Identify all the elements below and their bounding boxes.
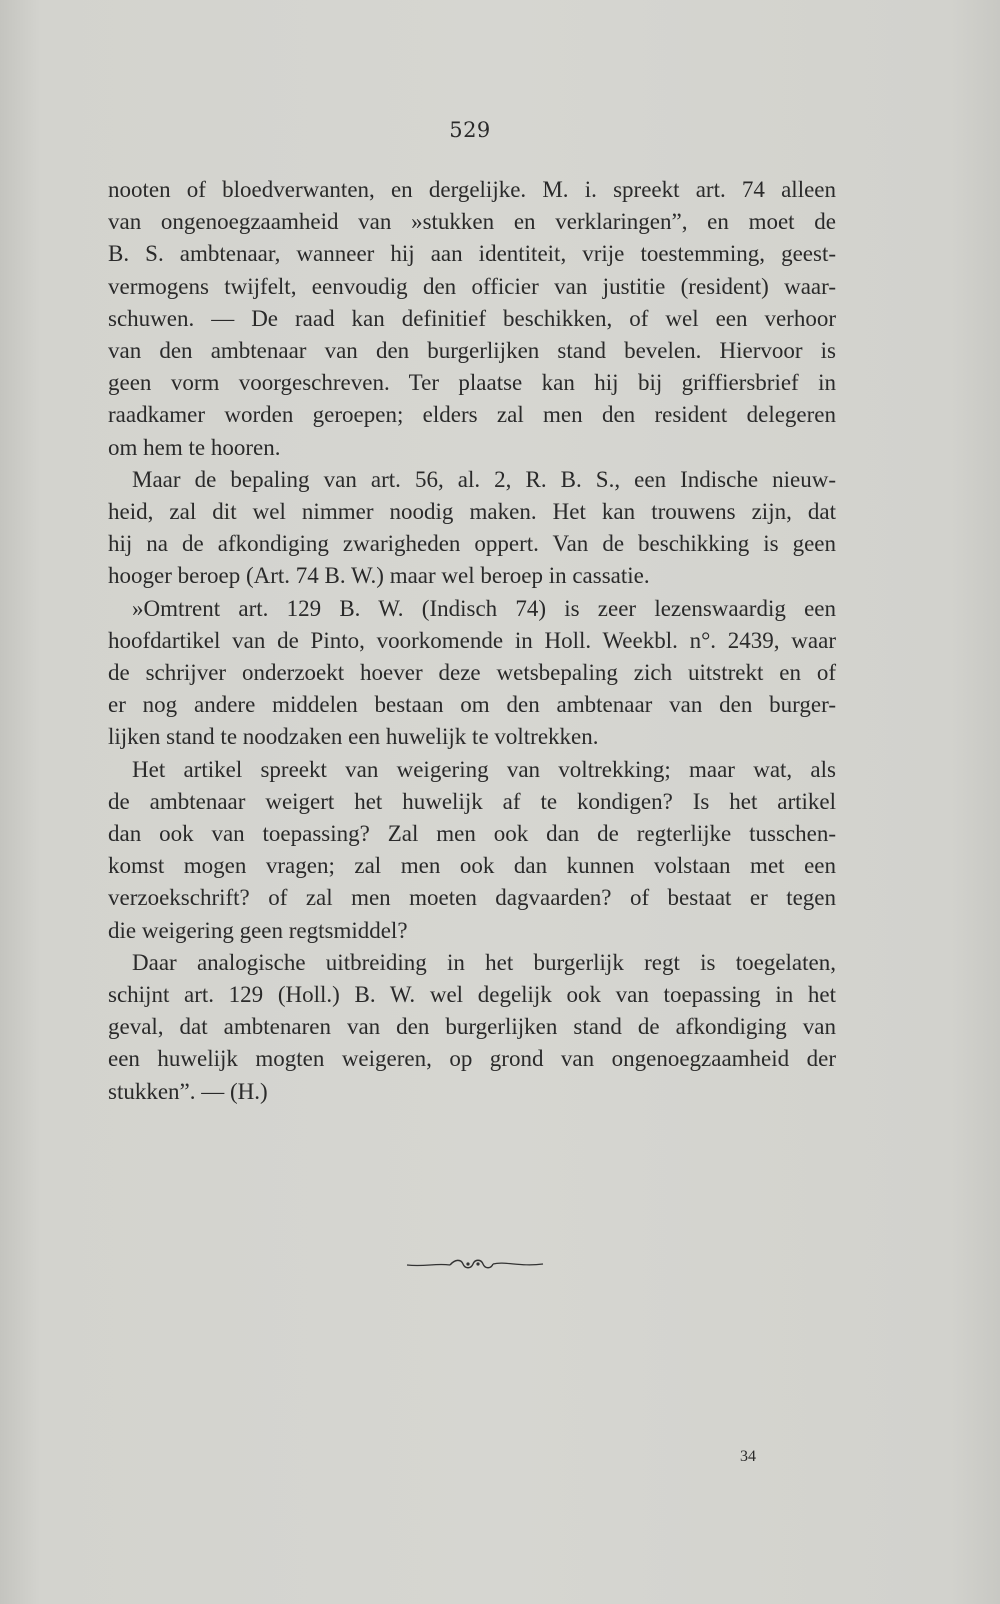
text-line: Maar de bepaling van art. 56, al. 2, R. B. S., een Indische nieuw- <box>132 466 836 492</box>
text-line: Het artikel spreekt van weigering van voltrekking; maar wat, als <box>132 756 836 782</box>
text-line: B. S. ambtenaar, wanneer hij aan identiteit, vrije toestemming, geest- <box>108 241 836 267</box>
text-line: de ambtenaar weigert het huwelijk af te kondigen? Is het artikel <box>108 788 836 814</box>
text-line: stukken”. — (H.) <box>108 1078 268 1104</box>
text-line: lijken stand te noodzaken een huwelijk te voltrekken. <box>108 724 599 750</box>
text-line: dan ook van toepassing? Zal men ook dan de regterlijke tusschen- <box>108 821 836 847</box>
text-line: komst mogen vragen; zal men ook dan kunnen volstaan met een <box>108 853 836 879</box>
page-number: 529 <box>449 118 491 142</box>
text-line: van den ambtenaar van den burgerlijken stand bevelen. Hiervoor is <box>108 338 836 364</box>
text-line: hooger beroep (Art. 74 B. W.) maar wel beroep in cassatie. <box>108 563 650 589</box>
text-line: hij na de afkondiging zwarigheden oppert. Van de beschikking is geen <box>108 531 836 557</box>
text-line: nooten of bloedverwanten, en dergelijke. M. i. spreekt art. 74 alleen <box>108 177 836 202</box>
text-line: verzoekschrift? of zal men moeten dagvaarden? of bestaat er tegen <box>108 885 836 911</box>
text-line: die weigering geen regtsmiddel? <box>108 917 408 943</box>
text-line: schuwen. — De raad kan definitief beschikken, of wel een verhoor <box>108 305 836 331</box>
text-line: Daar analogische uitbreiding in het burgerlijk regt is toegelaten, <box>132 949 836 975</box>
text-line: geval, dat ambtenaren van den burgerlijken stand de afkondiging van <box>108 1014 836 1040</box>
text-line: schijnt art. 129 (Holl.) B. W. wel degelijk ook van toepassing in het <box>108 982 836 1008</box>
body-text <box>108 174 836 1108</box>
text-line: hoofdartikel van de Pinto, voorkomende in Holl. Weekbl. n°. 2439, waar <box>108 627 836 653</box>
text-line: de schrijver onderzoekt hoever deze wetsbepaling zich uitstrekt en of <box>108 660 836 686</box>
text-line: raadkamer worden geroepen; elders zal men den resident delegeren <box>108 402 836 428</box>
text-line: een huwelijk mogten weigeren, op grond van ongenoegzaamheid der <box>108 1046 836 1072</box>
signature-mark: 34 <box>740 1448 756 1465</box>
text-line: vermogens twijfelt, eenvoudig den officier van justitie (resident) waar- <box>108 273 836 299</box>
text-line: van ongenoegzaamheid van »stukken en verklaringen”, en moet de <box>108 209 836 235</box>
ornament-divider <box>405 1253 545 1277</box>
text-line: om hem te hooren. <box>108 434 281 460</box>
text-line: er nog andere middelen bestaan om den ambtenaar van den burger- <box>108 692 836 718</box>
text-line: »Omtrent art. 129 B. W. (Indisch 74) is zeer lezenswaardig een <box>132 595 836 621</box>
text-line: heid, zal dit wel nimmer noodig maken. Het kan trouwens zijn, dat <box>108 499 836 525</box>
text-line: geen vorm voorgeschreven. Ter plaatse kan hij bij griffiersbrief in <box>108 370 836 396</box>
